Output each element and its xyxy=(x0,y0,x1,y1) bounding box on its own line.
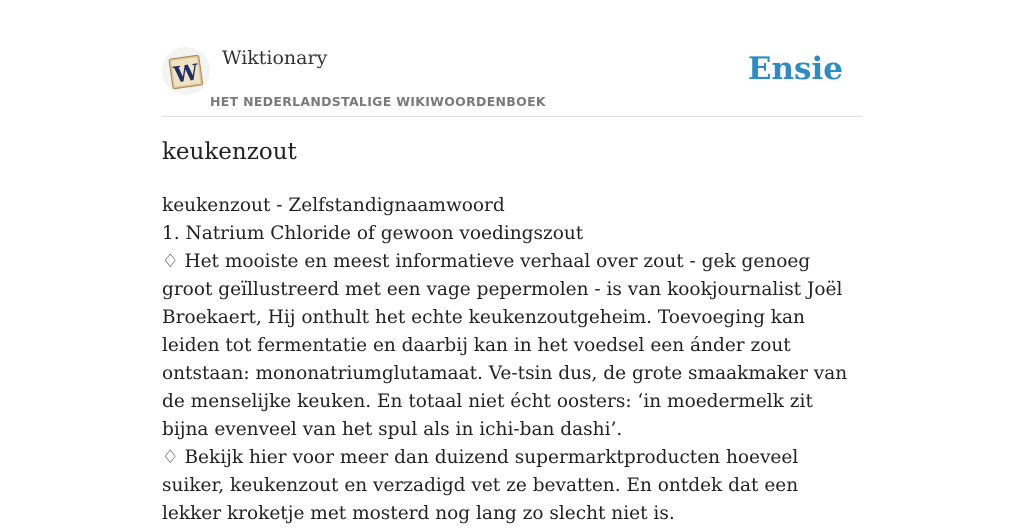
site-tagline: HET NEDERLANDSTALIGE WIKIWOORDENBOEK xyxy=(210,94,546,109)
entry-definition: 1. Natrium Chloride of gewoon voedingszout xyxy=(162,223,584,244)
page-title: keukenzout xyxy=(162,139,297,165)
site-header xyxy=(162,44,862,117)
logo-letter: W xyxy=(172,59,201,89)
entry-heading: keukenzout - Zelfstandignaamwoord xyxy=(162,195,505,216)
example-quote: ♢ Bekijk hier voor meer dan duizend supermarktproducten hoeveel suiker, keukenzout en verzadigd vet ze bevatten. En ontdek dat een lekker kroketje met mosterd nog lang zo slecht niet is. xyxy=(162,447,799,524)
ensie-brand-logo[interactable]: Ensie xyxy=(747,51,843,87)
site-name[interactable]: Wiktionary xyxy=(222,47,328,69)
entry-content xyxy=(162,192,862,528)
wiktionary-logo-icon[interactable] xyxy=(162,47,210,95)
example-quote: ♢ Het mooiste en meest informatieve verhaal over zout - gek genoeg groot geïllustreerd met een vage pepermolen - is van kookjournalist Joël Broekaert, Hij onthult het echte keukenzoutgeheim. Toevoeging kan leiden tot fermentatie en daarbij kan in het voedsel een ánder zout ontstaan: mononatriumglutamaat. Ve-tsin dus, de grote smaakmaker van de menselijke keuken. En totaal niet écht oosters: ‘in moedermelk zit bijna evenveel van het spul als in ichi-ban dashi’. xyxy=(162,251,848,440)
